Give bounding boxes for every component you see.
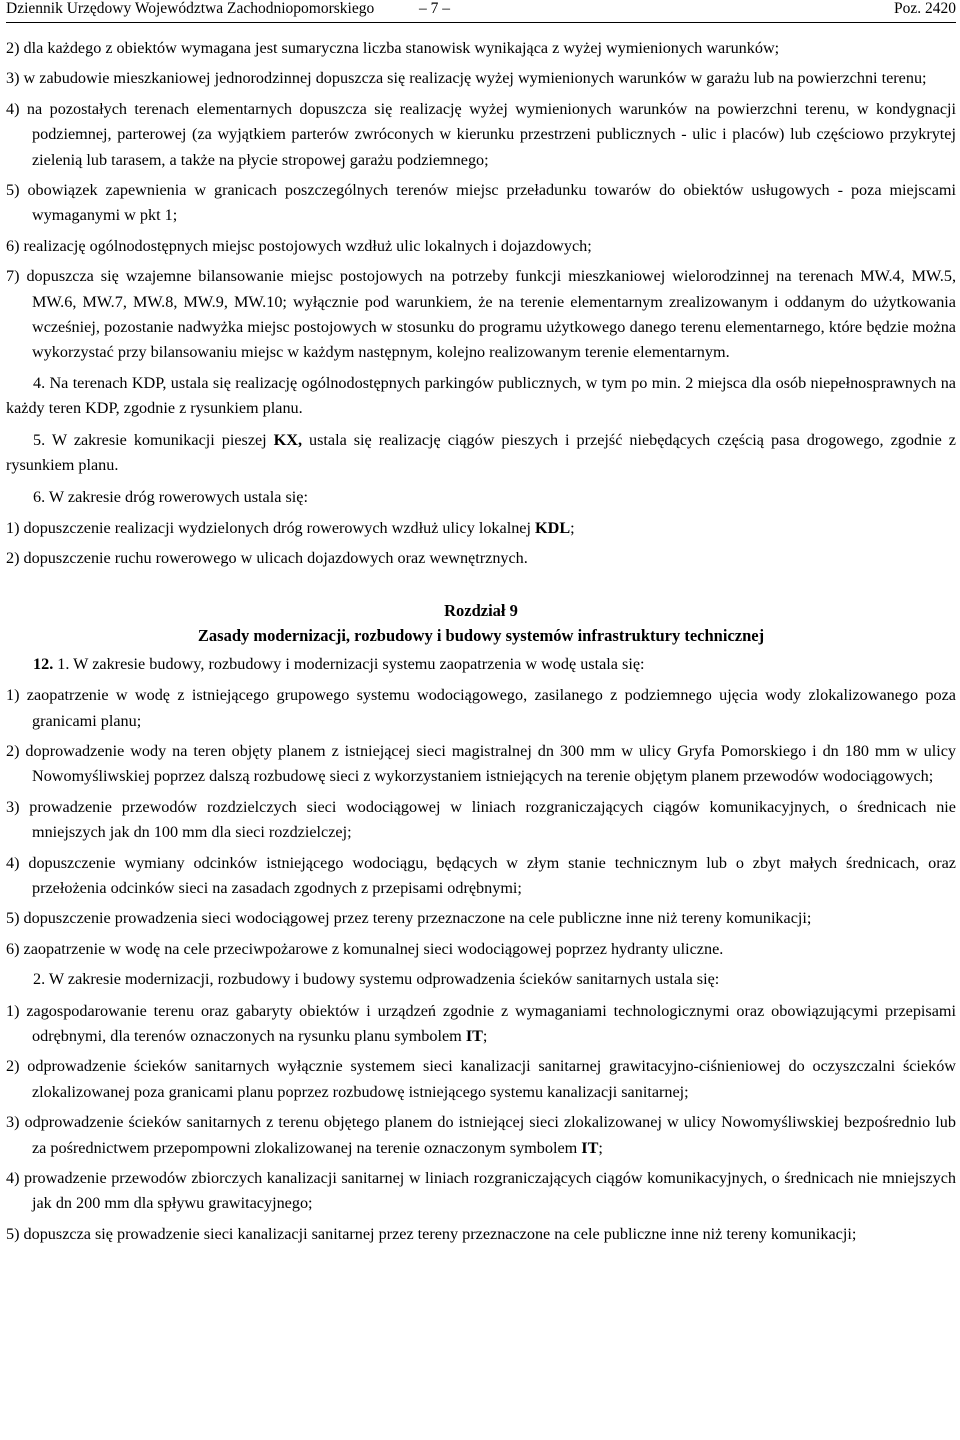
page-number: – 7 – [419,0,450,17]
list-item: 1) dopuszczenie realizacji wydzielonych dróg rowerowych wzdłuż ulicy lokalnej KDL; [6,518,575,537]
list-item: 2) doprowadzenie wody na teren objęty planem z istniejącej sieci magistralnej dn 300 mm w ulicy Gryfa Pomorskiego i dn 180 mm w ulicy Nowomyśliwskiej poprzez dalszą rozbudowę sieci z wykorzystaniem istniejących na terenie objętym planem przewodów wodociągowych; [6,741,956,786]
list-item: 3) prowadzenie przewodów rozdzielczych sieci wodociągowej w liniach rozgraniczających ciągów komunikacyjnych, o średnicach nie mniejszych jak dn 100 mm dla sieci rozdzielczej; [6,797,956,842]
list-item: 4) dopuszczenie wymiany odcinków istniejącego wodociągu, będących w złym stanie technicznym lub o zbyt małych średnicach, oraz przełożenia odcinków sieci na zasadach zgodnych z przepisami odrębnymi; [6,853,956,897]
list-item: 5) obowiązek zapewnienia w granicach poszczególnych terenów miejsc przeładunku towarów do obiektów usługowych - poza miejscami wymaganymi w pkt 1; [6,181,956,225]
chapter-number: Rozdział 9 [444,600,518,620]
list-item: 2) dopuszczenie ruchu rowerowego w ulicach dojazdowych oraz wewnętrznych. [6,549,528,568]
paragraph-4: 4. Na terenach KDP, ustala się realizację ogólnodostępnych parkingów publicznych, w tym po min. 2 miejsca dla osób niepełnosprawnych na każdy teren KDP, zgodnie z rysunkiem planu. [6,373,956,418]
list-item: 4) prowadzenie przewodów zbiorczych kanalizacji sanitarnej w liniach rozgraniczających ciągów komunikacyjnych, o średnicach nie mniejszych jak dn 200 mm dla spływu grawitacyjnego; [6,1169,956,1213]
list-item: 4) na pozostałych terenach elementarnych dopuszcza się realizację wyżej wymienionych warunków na powierzchni terenu, w kondygnacji podziemnej, parterowej (za wyjątkiem parterów zwróconych w kierunku przestrzeni publicznych - ulic i placów) lub częściowo przykrytej zielenią lub tarasem, a także na płycie stropowej garażu podziemnego; [6,99,956,169]
chapter-title: Zasady modernizacji, rozbudowy i budowy systemów infrastruktury technicznej [197,625,765,645]
paragraph-6-heading: 6. W zakresie dróg rowerowych ustala się: [33,487,308,506]
list-item: 2) dla każdego z obiektów wymagana jest sumaryczna liczba stanowisk wynikająca z wyżej wymienionych warunków; [6,39,780,57]
list-item: 6) realizację ogólnodostępnych miejsc postojowych wzdłuż ulic lokalnych i dojazdowych; [6,236,592,255]
document-page [6,0,956,1252]
document-body [6,36,956,1247]
chapter-heading [6,598,956,648]
section-12-heading: 12. 1. W zakresie budowy, rozbudowy i modernizacji systemu zaopatrzenia w wodę ustala się: [33,654,645,673]
list-item: 5) dopuszczenie prowadzenia sieci wodociągowej przez tereny przeznaczone na cele publiczne inne niż tereny komunikacji; [6,909,812,928]
list-item: 7) dopuszcza się wzajemne bilansowanie miejsc postojowych na potrzeby funkcji mieszkaniowej wielorodzinnej na terenach MW.4, MW.5, MW.6, MW.7, MW.8, MW.9, MW.10; wyłącznie pod warunkiem, że na terenie elementarnym zrealizowanym i oddanym do użytkowania wcześniej, pozostanie nadwyżka miejsc postojowych w stosunku do programu użytkowego danego terenu elementarnego, które będzie można wykorzystać przy bilansowaniu miejsc w każdym następnym, kolejno realizowanym terenie elementarnym. [6,267,956,362]
list-item: 6) zaopatrzenie w wodę na cele przeciwpożarowe z komunalnej sieci wodociągowej poprzez hydranty uliczne. [6,939,724,958]
journal-title: Dziennik Urzędowy Województwa Zachodniopomorskiego [6,0,375,17]
position-number: Poz. 2420 [894,0,956,17]
list-item: 3) odprowadzenie ścieków sanitarnych z terenu objętego planem do istniejącej sieci zlokalizowanej w ulicy Nowomyśliwskiej bezpośrednio lub za pośrednictwem przepompowni zlokalizowanej na terenie oznaczonym symbolem IT; [6,1113,956,1157]
list-item: 5) dopuszcza się prowadzenie sieci kanalizacji sanitarnej przez tereny przeznaczone na cele publiczne inne niż tereny komunikacji; [6,1224,857,1243]
paragraph-5: 5. W zakresie komunikacji pieszej KX, ustala się realizację ciągów pieszych i przejść niebędących częścią pasa drogowego, zgodnie z rysunkiem planu. [6,430,956,475]
list-item: 1) zagospodarowanie terenu oraz gabaryty obiektów i urządzeń zgodnie z wymaganiami technologicznymi oraz obowiązującymi przepisami odrębnymi, dla terenów oznaczonych na rysunku planu symbolem IT; [6,1001,956,1045]
page-header [6,0,956,23]
list-item: 1) zaopatrzenie w wodę z istniejącego grupowego systemu wodociągowego, zasilanego z podziemnego ujęcia wody zlokalizowanego poza granicami planu; [6,686,956,730]
section-12-paragraph-2: 2. W zakresie modernizacji, rozbudowy i budowy systemu odprowadzenia ścieków sanitarnych ustala się: [33,970,720,989]
list-item: 3) w zabudowie mieszkaniowej jednorodzinnej dopuszcza się realizację wyżej wymienionych warunków w garażu lub na powierzchni terenu; [6,69,927,88]
list-item: 2) odprowadzenie ścieków sanitarnych wyłącznie systemem sieci kanalizacji sanitarnej grawitacyjno-ciśnieniowej do oczyszczalni ścieków zlokalizowanej poza granicami planu poprzez rozbudowę istniejącego systemu kanalizacji sanitarnej; [6,1057,956,1101]
